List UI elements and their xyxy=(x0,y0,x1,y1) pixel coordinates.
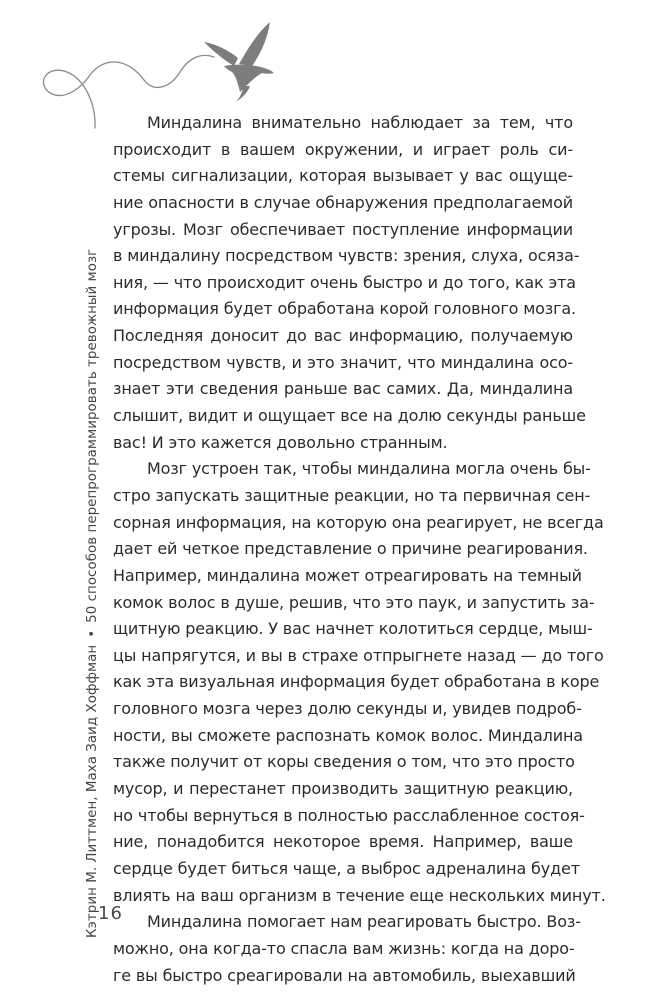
text-line: угрозы. Мозг обеспечивает поступление информации xyxy=(113,219,573,239)
text-line: комок волос в душе, решив, что это паук, и запустить за- xyxy=(113,592,595,612)
text-line: как эта визуальная информация будет обработана в коре xyxy=(113,672,600,692)
running-head-separator: • xyxy=(85,629,100,638)
text-line: информация будет обработана корой головного мозга. xyxy=(113,299,576,319)
text-line: посредством чувств, и это значит, что миндалина осо- xyxy=(113,352,573,372)
text-line: головного мозга через долю секунды и, увидев подроб- xyxy=(113,699,582,719)
body-text xyxy=(113,110,606,989)
text-line: Например, миндалина может отреагировать на темный xyxy=(113,565,582,585)
text-line: ности, вы сможете распознать комок волос. Миндалина xyxy=(113,725,583,745)
text-line: мусор, и перестанет производить защитную реакцию, xyxy=(113,779,573,799)
text-line: ния, — что происходит очень быстро и до того, как эта xyxy=(113,272,576,292)
text-line: стро запускать защитные реакции, но та первичная сен- xyxy=(113,485,591,505)
text-line: ге вы быстро среагировали на автомобиль, выехавший xyxy=(113,965,576,985)
text-line: ние опасности в случае обнаружения предполагаемой xyxy=(113,192,573,212)
running-head-authors: Кэтрин М. Литтмен, Маха Заид Хоффман xyxy=(85,644,100,938)
text-line: дает ей четкое представление о причине реагирования. xyxy=(113,539,588,559)
text-line: слышит, видит и ощущает все на долю секунды раньше xyxy=(113,406,586,426)
text-line: Последняя доносит до вас информацию, получаемую xyxy=(113,326,573,346)
text-line: влиять на ваш организм в течение еще нескольких минут. xyxy=(113,885,606,905)
text-line: щитную реакцию. У вас начнет колотиться сердце, мыш- xyxy=(113,619,593,639)
text-line: но чтобы вернуться в полностью расслабленное состоя- xyxy=(113,805,585,825)
text-line: ние, понадобится некоторое время. Например, ваше xyxy=(113,832,573,852)
text-line: цы напрягутся, и вы в страхе отпрыгнете назад — до того xyxy=(113,645,604,665)
text-line: Мозг устроен так, чтобы миндалина могла очень бы- xyxy=(147,459,591,479)
text-line: также получит от коры сведения о том, что это просто xyxy=(113,752,575,772)
text-line: вас! И это кажется довольно странным. xyxy=(113,432,448,452)
text-line: происходит в вашем окружении, и играет роль си- xyxy=(113,139,573,159)
running-head xyxy=(83,88,103,938)
text-line: Миндалина внимательно наблюдает за тем, что xyxy=(147,113,573,132)
text-line: знает эти сведения раньше вас самих. Да, миндалина xyxy=(113,379,573,399)
text-line: можно, она когда-то спасла вам жизнь: когда на доро- xyxy=(113,938,575,958)
text-line: Миндалина помогает нам реагировать быстро. Воз- xyxy=(147,912,581,932)
page-number: 16 xyxy=(98,903,123,924)
text-line: в миндалину посредством чувств: зрения, слуха, осяза- xyxy=(113,246,580,266)
text-line: стемы сигнализации, которая вызывает у вас ощуще- xyxy=(113,166,573,186)
running-head-book-title: 50 способов перепрограммировать тревожный мозг xyxy=(85,248,100,623)
text-line: сорная информация, на которую она реагирует, не всегда xyxy=(113,512,604,532)
text-line: сердце будет биться чаще, а выброс адреналина будет xyxy=(113,858,580,878)
flying-bird-icon xyxy=(204,22,274,102)
